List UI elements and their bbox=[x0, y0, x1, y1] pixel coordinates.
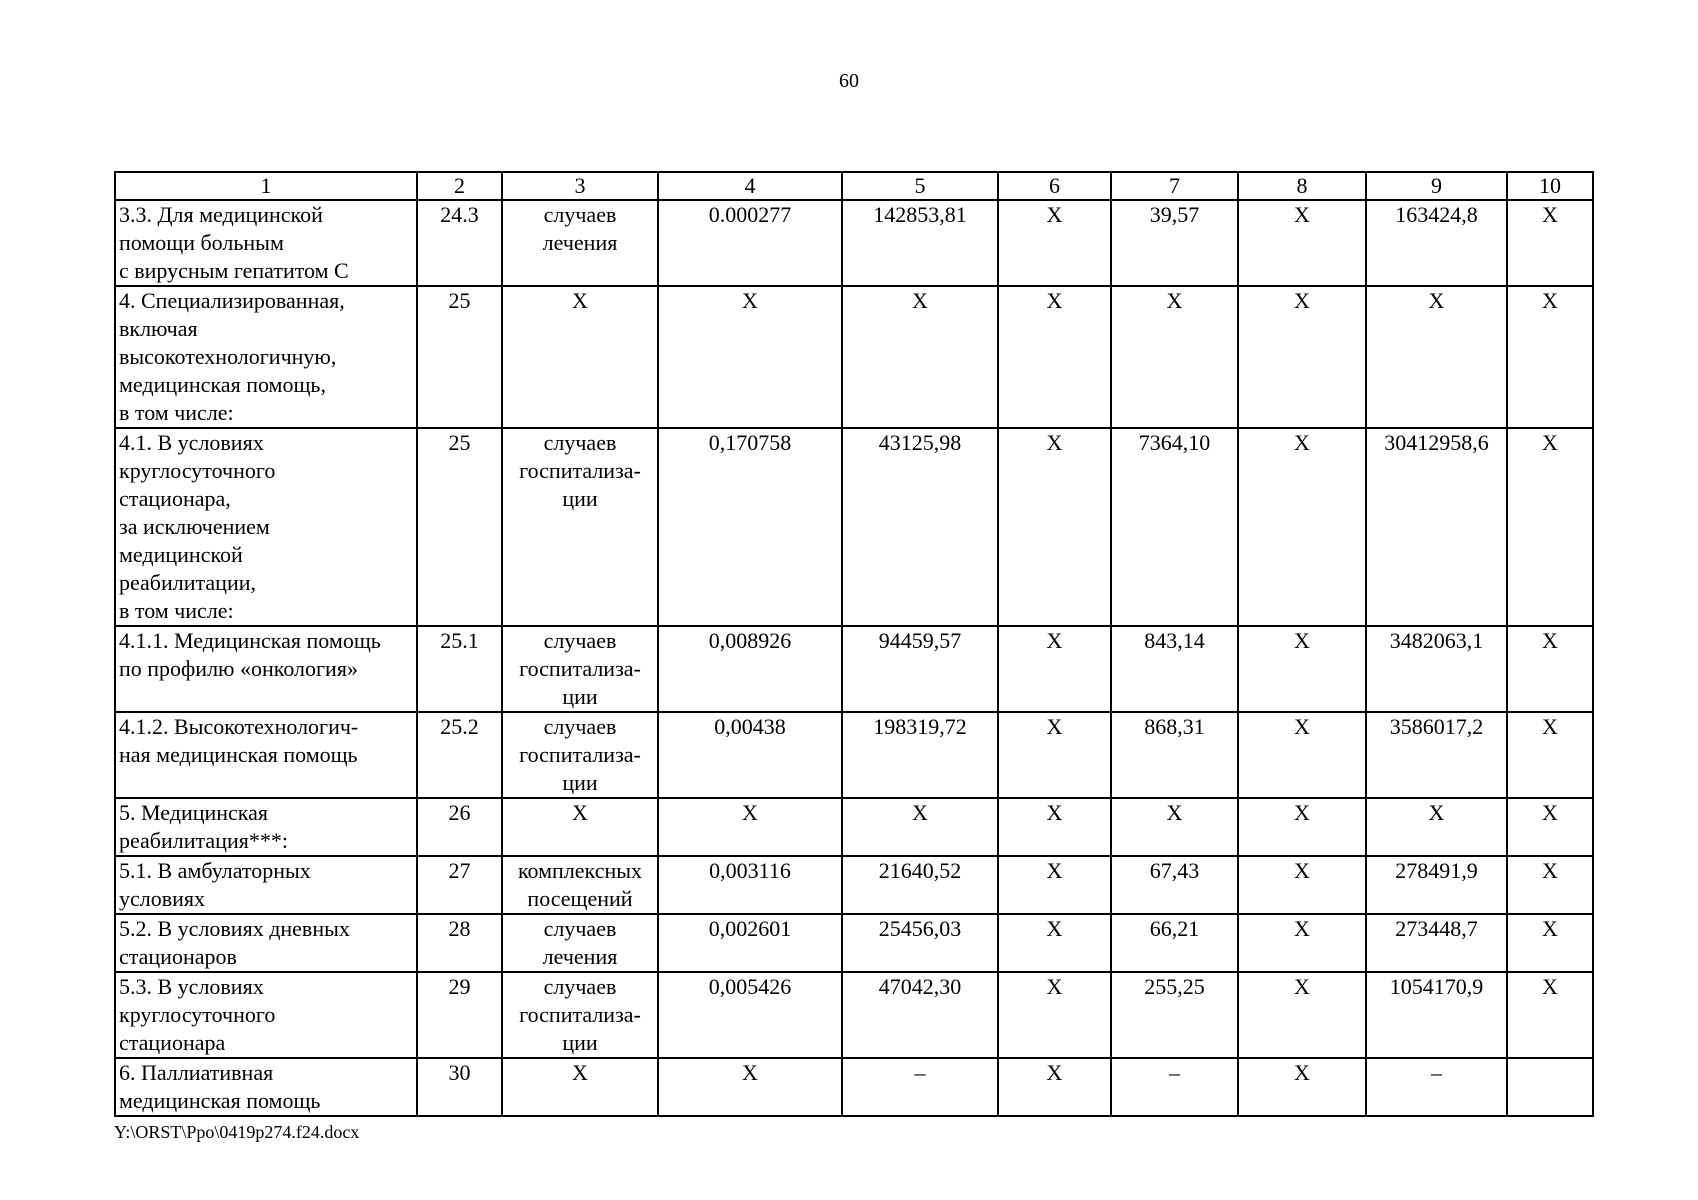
column-header: 8 bbox=[1238, 172, 1366, 200]
row-name-cell: 4.1.1. Медицинская помощь по профилю «онкология» bbox=[115, 626, 417, 712]
value-cell: Х bbox=[998, 712, 1111, 798]
value-cell: 0,00438 bbox=[658, 712, 842, 798]
value-cell: 843,14 bbox=[1111, 626, 1238, 712]
value-cell: 198319,72 bbox=[842, 712, 998, 798]
value-cell: 30412958,6 bbox=[1366, 428, 1507, 626]
value-cell: Х bbox=[998, 856, 1111, 914]
value-cell: Х bbox=[1507, 914, 1593, 972]
row-name-cell: 4.1.2. Высокотехнологич- ная медицинская помощь bbox=[115, 712, 417, 798]
value-cell: 25456,03 bbox=[842, 914, 998, 972]
value-cell: 255,25 bbox=[1111, 972, 1238, 1058]
value-cell: – bbox=[842, 1058, 998, 1116]
data-table bbox=[114, 171, 1594, 1117]
table-row bbox=[115, 286, 1593, 428]
value-cell: 94459,57 bbox=[842, 626, 998, 712]
value-cell: Х bbox=[998, 626, 1111, 712]
value-cell: Х bbox=[1507, 428, 1593, 626]
value-cell: 0,002601 bbox=[658, 914, 842, 972]
value-cell: 3482063,1 bbox=[1366, 626, 1507, 712]
row-number-cell: 25.2 bbox=[417, 712, 502, 798]
value-cell: Х bbox=[1507, 856, 1593, 914]
value-cell: Х bbox=[1111, 286, 1238, 428]
footer-file-path: Y:\ORST\Ppo\0419p274.f24.docx bbox=[114, 1122, 360, 1142]
value-cell: 0.000277 bbox=[658, 200, 842, 286]
value-cell: Х bbox=[1238, 626, 1366, 712]
value-cell: 142853,81 bbox=[842, 200, 998, 286]
table-row bbox=[115, 712, 1593, 798]
value-cell: Х bbox=[1238, 914, 1366, 972]
column-header: 4 bbox=[658, 172, 842, 200]
table-row bbox=[115, 1058, 1593, 1116]
row-name-cell: 6. Паллиативная медицинская помощь bbox=[115, 1058, 417, 1116]
column-header: 7 bbox=[1111, 172, 1238, 200]
table-header-row bbox=[115, 172, 1593, 200]
table-row bbox=[115, 972, 1593, 1058]
value-cell: Х bbox=[1111, 798, 1238, 856]
value-cell: Х bbox=[1366, 286, 1507, 428]
row-name-cell: 4. Специализированная, включая высокотехнологичную, медицинская помощь, в том числе: bbox=[115, 286, 417, 428]
value-cell: 163424,8 bbox=[1366, 200, 1507, 286]
value-cell: 7364,10 bbox=[1111, 428, 1238, 626]
value-cell: Х bbox=[998, 428, 1111, 626]
value-cell: Х bbox=[998, 972, 1111, 1058]
unit-cell: Х bbox=[502, 286, 658, 428]
unit-cell: случаев лечения bbox=[502, 200, 658, 286]
unit-cell: случаев госпитализа- ции bbox=[502, 712, 658, 798]
value-cell: 39,57 bbox=[1111, 200, 1238, 286]
table-row bbox=[115, 798, 1593, 856]
value-cell: 0,008926 bbox=[658, 626, 842, 712]
value-cell: Х bbox=[658, 286, 842, 428]
table-row bbox=[115, 914, 1593, 972]
value-cell: Х bbox=[1238, 856, 1366, 914]
row-number-cell: 26 bbox=[417, 798, 502, 856]
unit-cell: случаев госпитализа- ции bbox=[502, 972, 658, 1058]
value-cell: Х bbox=[1366, 798, 1507, 856]
column-header: 5 bbox=[842, 172, 998, 200]
value-cell: 0,003116 bbox=[658, 856, 842, 914]
row-number-cell: 25 bbox=[417, 428, 502, 626]
row-name-cell: 5.1. В амбулаторных условиях bbox=[115, 856, 417, 914]
value-cell: Х bbox=[1507, 626, 1593, 712]
value-cell: Х bbox=[1507, 798, 1593, 856]
value-cell: Х bbox=[842, 286, 998, 428]
value-cell: Х bbox=[658, 1058, 842, 1116]
row-number-cell: 28 bbox=[417, 914, 502, 972]
value-cell: 3586017,2 bbox=[1366, 712, 1507, 798]
row-number-cell: 27 bbox=[417, 856, 502, 914]
value-cell: – bbox=[1366, 1058, 1507, 1116]
value-cell: 43125,98 bbox=[842, 428, 998, 626]
row-number-cell: 25.1 bbox=[417, 626, 502, 712]
value-cell: – bbox=[1111, 1058, 1238, 1116]
value-cell: Х bbox=[998, 286, 1111, 428]
value-cell: 273448,7 bbox=[1366, 914, 1507, 972]
value-cell: Х bbox=[1507, 712, 1593, 798]
column-header: 3 bbox=[502, 172, 658, 200]
unit-cell: Х bbox=[502, 798, 658, 856]
value-cell: Х bbox=[658, 798, 842, 856]
row-number-cell: 30 bbox=[417, 1058, 502, 1116]
value-cell: Х bbox=[998, 798, 1111, 856]
value-cell: 66,21 bbox=[1111, 914, 1238, 972]
value-cell: 0,170758 bbox=[658, 428, 842, 626]
unit-cell: случаев госпитализа- ции bbox=[502, 626, 658, 712]
value-cell: Х bbox=[1238, 1058, 1366, 1116]
value-cell: Х bbox=[1507, 286, 1593, 428]
unit-cell: случаев лечения bbox=[502, 914, 658, 972]
table-row bbox=[115, 626, 1593, 712]
unit-cell: случаев госпитализа- ции bbox=[502, 428, 658, 626]
page-number: 60 bbox=[839, 70, 859, 92]
row-number-cell: 24.3 bbox=[417, 200, 502, 286]
value-cell: Х bbox=[1507, 972, 1593, 1058]
column-header: 9 bbox=[1366, 172, 1507, 200]
row-name-cell: 3.3. Для медицинской помощи больным с вирусным гепатитом С bbox=[115, 200, 417, 286]
value-cell: Х bbox=[1238, 428, 1366, 626]
value-cell: 278491,9 bbox=[1366, 856, 1507, 914]
row-name-cell: 4.1. В условиях круглосуточного стационара, за исключением медицинской реабилитации, в том числе: bbox=[115, 428, 417, 626]
value-cell: Х bbox=[1238, 286, 1366, 428]
table-row bbox=[115, 856, 1593, 914]
unit-cell: комплексных посещений bbox=[502, 856, 658, 914]
value-cell: Х bbox=[1507, 200, 1593, 286]
value-cell bbox=[1507, 1058, 1593, 1116]
value-cell: Х bbox=[1238, 200, 1366, 286]
row-name-cell: 5.2. В условиях дневных стационаров bbox=[115, 914, 417, 972]
unit-cell: Х bbox=[502, 1058, 658, 1116]
value-cell: 67,43 bbox=[1111, 856, 1238, 914]
row-number-cell: 29 bbox=[417, 972, 502, 1058]
value-cell: Х bbox=[1238, 712, 1366, 798]
column-header: 10 bbox=[1507, 172, 1593, 200]
value-cell: Х bbox=[842, 798, 998, 856]
table-row bbox=[115, 200, 1593, 286]
value-cell: Х bbox=[1238, 798, 1366, 856]
row-number-cell: 25 bbox=[417, 286, 502, 428]
value-cell: 0,005426 bbox=[658, 972, 842, 1058]
value-cell: 1054170,9 bbox=[1366, 972, 1507, 1058]
value-cell: Х bbox=[998, 914, 1111, 972]
table-row bbox=[115, 428, 1593, 626]
value-cell: 21640,52 bbox=[842, 856, 998, 914]
value-cell: Х bbox=[998, 200, 1111, 286]
value-cell: 868,31 bbox=[1111, 712, 1238, 798]
value-cell: Х bbox=[1238, 972, 1366, 1058]
row-name-cell: 5. Медицинская реабилитация***: bbox=[115, 798, 417, 856]
column-header: 1 bbox=[115, 172, 417, 200]
value-cell: 47042,30 bbox=[842, 972, 998, 1058]
value-cell: Х bbox=[998, 1058, 1111, 1116]
row-name-cell: 5.3. В условиях круглосуточного стационара bbox=[115, 972, 417, 1058]
column-header: 2 bbox=[417, 172, 502, 200]
column-header: 6 bbox=[998, 172, 1111, 200]
